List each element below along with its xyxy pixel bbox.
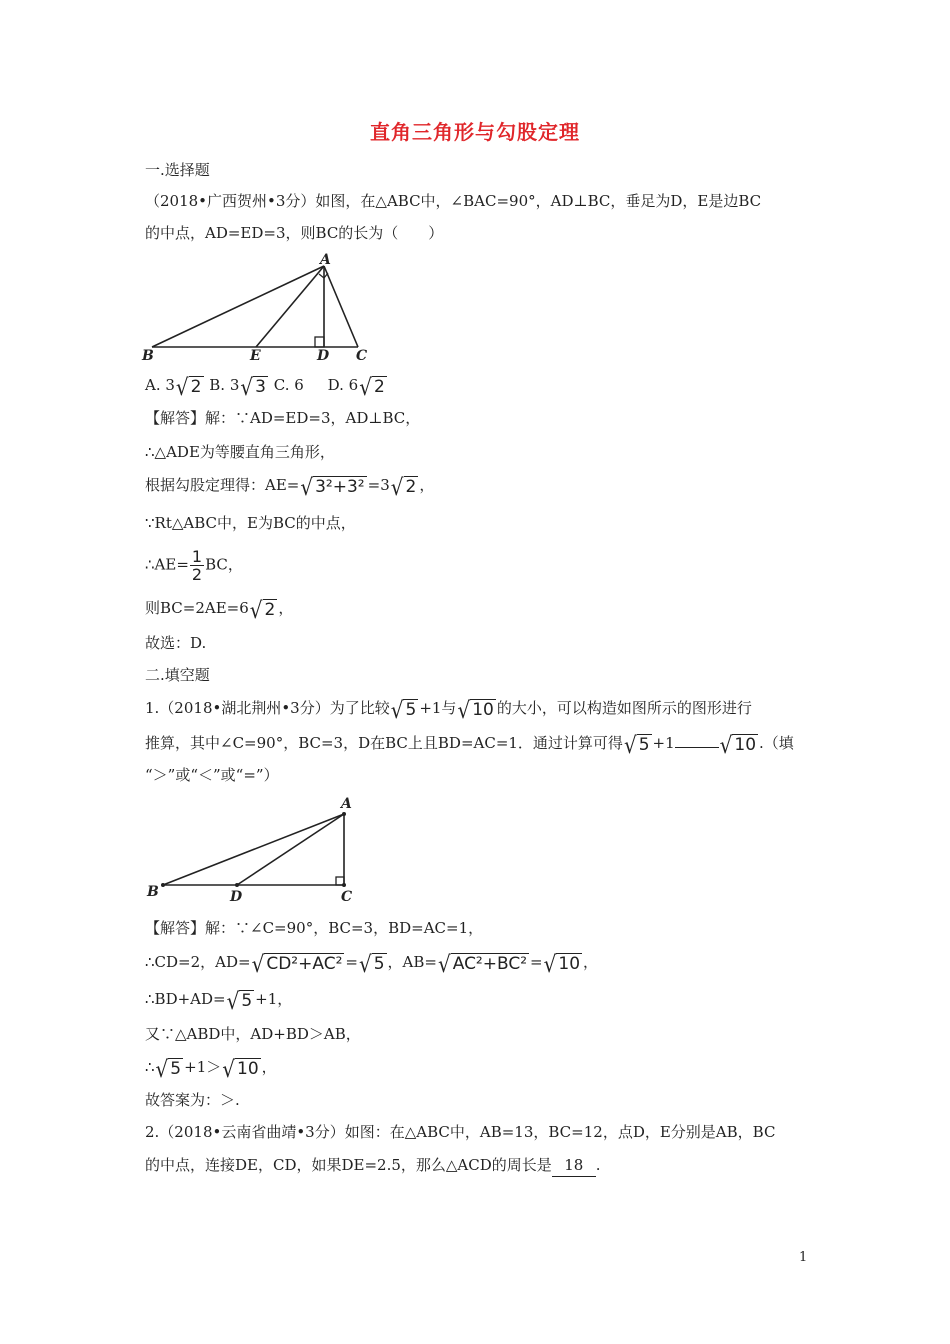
sqrt-sign: √ 3²+3² [300, 472, 365, 501]
sqrt-sign: √ 10 [543, 949, 581, 978]
label-b: B [147, 884, 159, 900]
answer-blank[interactable] [675, 747, 719, 748]
answer-line: 【解答】解：∵AD=ED=3，AD⊥BC， [145, 409, 421, 427]
page-number: 1 [799, 1250, 808, 1265]
answer-line: 则BC=2AE=6 √ 2 ， [145, 595, 294, 624]
sqrt-sign: √ 5 [226, 986, 253, 1015]
question-text: 2.（2018•云南省曲靖•3分）如图：在△ABC中，AB=13，BC=12，点D，E分别是AB，BC [145, 1123, 776, 1141]
right-angle-mark [315, 337, 324, 347]
answer-line: ∴△ADE为等腰直角三角形， [145, 443, 335, 461]
sqrt-sign: √ 5 [358, 949, 385, 978]
answer-line: 【解答】解：∵∠C=90°，BC=3，BD=AC=1， [145, 919, 484, 937]
fraction: $\frac{1}{2}$ [191, 547, 203, 584]
question-text: （2018•广西贺州•3分）如图，在△ABC中，∠BAC=90°，AD⊥BC，垂足为D，E是边BC [145, 192, 762, 210]
label-e: E [250, 348, 261, 364]
label-c: C [341, 889, 353, 904]
section-heading: 二.填空题 [145, 666, 210, 684]
label-b: B [142, 348, 154, 364]
option-d: D. 6 [327, 376, 359, 394]
sqrt-sign: √ 2 [390, 472, 417, 501]
question-text: 的中点，连接DE，CD，如果DE=2.5，那么△ACD的周长是 18 . [145, 1154, 601, 1177]
question-text: “＞”或“＜”或“=”） [145, 766, 279, 784]
label-d: D [230, 889, 243, 904]
sqrt-sign: √ 5 [390, 695, 417, 724]
page-title: 直角三角形与勾股定理 [370, 120, 580, 144]
section-heading: 一.选择题 [145, 161, 210, 179]
answer-line: ∵Rt△ABC中，E为BC的中点， [145, 514, 356, 532]
answer-line: ∴ √ 5 +1＞ √ 10 ， [145, 1054, 277, 1083]
question-text: 推算，其中∠C=90°，BC=3，D在BC上且BD=AC=1．通过计算可得 √ 5 +1 √ 10 .（填 [145, 730, 794, 759]
sqrt-sign: √ 2 [175, 372, 202, 401]
sqrt-sign: √ 10 [719, 730, 757, 759]
sqrt-sign: √ 2 [249, 595, 276, 624]
answer-line: 故答案为：＞. [145, 1091, 240, 1109]
triangle-figure-1 [138, 252, 378, 367]
question-text: 1.（2018•湖北荆州•3分）为了比较 √ 5 +1与 √ 10 的大小，可以构造如图所示的图形进行 [145, 695, 752, 724]
sqrt-sign: √ 10 [222, 1054, 259, 1083]
sqrt-sign: √ 2 [359, 372, 385, 401]
question-text: 的中点，AD=ED=3，则BC的长为（ ） [145, 224, 444, 242]
sqrt-sign: √ 3 [240, 372, 266, 401]
answer-line: 根据勾股定理得：AE= √ 3²+3² =3 √ 2 ， [145, 472, 435, 501]
answer-line: ∴CD=2，AD= √ CD²+AC² = √ 5 ，AB= √ AC²+BC² = √ 10 ， [145, 949, 599, 978]
segment-ab [152, 266, 324, 347]
point-d [235, 883, 239, 887]
answer-line: ∴BD+AD= √ 5 +1， [145, 986, 293, 1015]
point-b [161, 883, 165, 887]
label-d: D [317, 348, 330, 364]
answer-line: 故选：D. [145, 634, 207, 652]
point-a [342, 812, 346, 816]
option-b: B. 3 [209, 376, 240, 394]
label-a: A [320, 252, 331, 268]
sqrt-sign: √ 10 [457, 695, 494, 724]
sqrt-sign: √ 5 [623, 730, 650, 759]
sqrt-sign: √ CD²+AC² [251, 949, 343, 978]
label-c: C [356, 348, 368, 364]
triangle-figure-2 [143, 794, 368, 904]
sqrt-sign: √ AC²+BC² [437, 949, 528, 978]
sqrt-sign: √ 5 [155, 1054, 182, 1083]
answer-blank[interactable]: 18 [552, 1154, 596, 1177]
option-c: C. 6 [273, 376, 304, 394]
options-row [145, 372, 388, 401]
segment-ae [256, 266, 324, 347]
segment-ac [324, 266, 358, 347]
option-a: A. 3 [145, 376, 175, 394]
answer-line: ∴AE= $\frac{1}{2}$ BC， [145, 547, 243, 584]
point-c [342, 883, 346, 887]
label-a: A [341, 796, 352, 812]
answer-line: 又∵△ABD中，AD+BD＞AB， [145, 1025, 361, 1043]
